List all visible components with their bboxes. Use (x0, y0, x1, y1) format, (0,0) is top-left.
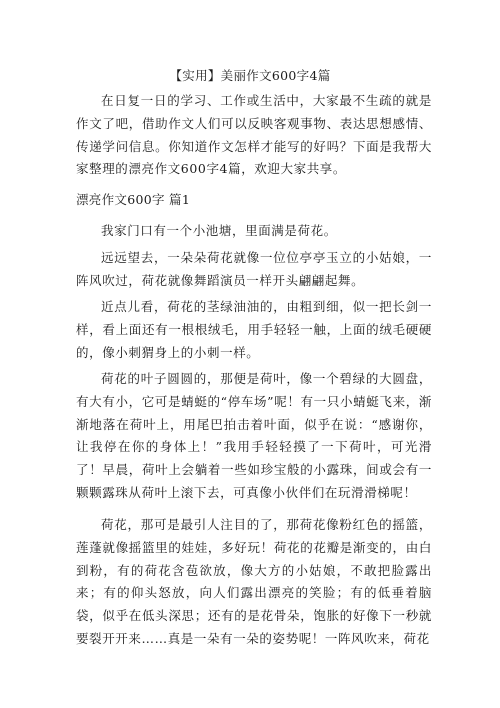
body-paragraph-4: 荷花的叶子圆圆的，那便是荷叶，像一个碧绿的大圆盘，有大有小，它可是蜻蜓的“停车场”呢！有一只小蜻蜓飞来，渐渐地落在荷叶上，用尾巴拍击着叶面，似乎在说：“感谢你，让我停在你的身体上！”我用手轻轻摸了一下荷叶，可光滑了！早晨，荷叶上会躺着一些如珍宝般的小露珠，间或会有一颗颗露珠从荷叶上滚下去，可真像小伙伴们在玩滑滑梯呢！ (76, 371, 432, 500)
document-title: 【实用】美丽作文600字4篇 (169, 68, 331, 83)
body-paragraph-5: 荷花，那可是最引人注目的了，那荷花像粉红色的摇篮，莲蓬就像摇篮里的娃娃，多好玩！荷花的花瓣是渐变的，由白到粉，有的荷花含苞欲放，像大方的小姑娘，不敢把脸露出来；有的仰头怒放，向人们露出漂亮的笑脸；有的低垂着脑袋，似乎在低头深思；还有的是花骨朵，饱胀的好像下一秒就要裂开开来……真是一朵有一朵的姿势呢！一阵风吹来，荷花 (76, 517, 432, 646)
section-heading: 漂亮作文600字 篇1 (76, 192, 191, 207)
body-paragraph-3: 近点儿看，荷花的茎绿油油的，由粗到细，似一把长剑一样，看上面还有一根根绒毛，用手轻轻一触，上面的绒毛硬硬的，像小刺猬身上的小刺一样。 (76, 299, 432, 360)
intro-paragraph: 在日复一日的学习、工作或生活中，大家最不生疏的就是作文了吧，借助作文人们可以反映客观事物、表达思想感情、传递学问信息。你知道作文怎样才能写的好吗？下面是我帮大家整理的漂亮作文600字4篇，欢迎大家共享。 (76, 93, 432, 177)
body-paragraph-1: 我家门口有一个小池塘，里面满是荷花。 (101, 223, 337, 238)
body-paragraph-2: 远远望去，一朵朵荷花就像一位位亭亭玉立的小姑娘，一阵风吹过，荷花就像舞蹈演员一样开头翩翩起舞。 (76, 250, 432, 288)
